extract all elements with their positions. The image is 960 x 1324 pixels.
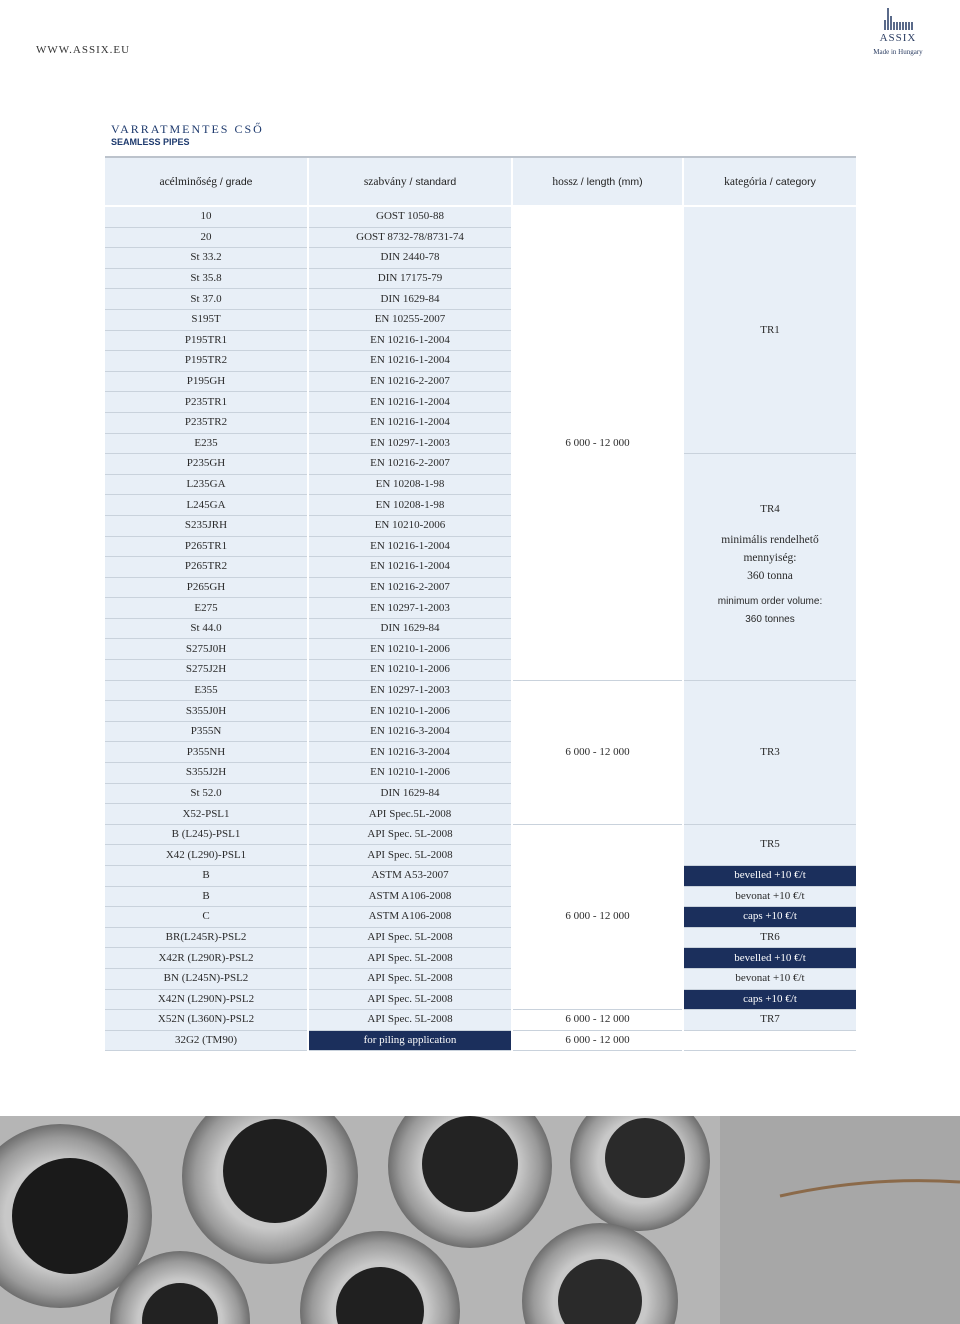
- standard-cell: EN 10216-1-2004: [308, 351, 512, 372]
- grade-cell: S235JRH: [105, 515, 308, 536]
- category-cell-tr1: TR1: [683, 207, 856, 454]
- standard-cell: ASTM A106-2008: [308, 886, 512, 907]
- surcharge-cell: bevelled +10 €/t: [683, 948, 856, 969]
- standard-cell: DIN 17175-79: [308, 268, 512, 289]
- grade-cell: St 44.0: [105, 618, 308, 639]
- standard-cell: EN 10216-1-2004: [308, 557, 512, 578]
- standard-cell: EN 10208-1-98: [308, 495, 512, 516]
- standard-cell: EN 10216-1-2004: [308, 412, 512, 433]
- standard-cell: ASTM A106-2008: [308, 907, 512, 928]
- grade-cell: St 52.0: [105, 783, 308, 804]
- grade-cell: 32G2 (TM90): [105, 1030, 308, 1051]
- grade-cell: St 37.0: [105, 289, 308, 310]
- grade-cell: P195TR2: [105, 351, 308, 372]
- page-subtitle: SEAMLESS PIPES: [111, 137, 190, 147]
- grade-cell: L245GA: [105, 495, 308, 516]
- table-row: [105, 454, 856, 475]
- min-order-hu-line: minimális rendelhető: [721, 534, 819, 547]
- standard-cell: for piling application: [308, 1030, 512, 1051]
- standard-cell: EN 10210-1-2006: [308, 701, 512, 722]
- pipes-table: [105, 156, 856, 1051]
- standard-cell: API Spec. 5L-2008: [308, 948, 512, 969]
- grade-cell: X52N (L360N)-PSL2: [105, 1010, 308, 1031]
- grade-cell: S195T: [105, 309, 308, 330]
- length-cell: 6 000 - 12 000: [512, 207, 683, 680]
- table-row: [105, 1030, 856, 1051]
- header-category: kategória / category: [683, 157, 856, 205]
- standard-cell: EN 10255-2007: [308, 309, 512, 330]
- standard-cell: API Spec. 5L-2008: [308, 927, 512, 948]
- standard-cell: DIN 2440-78: [308, 248, 512, 269]
- assix-logo: [866, 2, 930, 60]
- standard-cell: GOST 1050-88: [308, 207, 512, 227]
- grade-cell: X42R (L290R)-PSL2: [105, 948, 308, 969]
- length-cell: 6 000 - 12 000: [512, 824, 683, 1009]
- surcharge-cell: caps +10 €/t: [683, 907, 856, 928]
- table-row: [105, 866, 856, 887]
- grade-cell: BN (L245N)-PSL2: [105, 968, 308, 989]
- standard-cell: GOST 8732-78/8731-74: [308, 227, 512, 248]
- standard-cell: EN 10210-1-2006: [308, 660, 512, 681]
- grade-cell: X52-PSL1: [105, 804, 308, 825]
- grade-cell: B: [105, 866, 308, 887]
- grade-cell: S355J2H: [105, 763, 308, 784]
- table-row: [105, 907, 856, 928]
- category-cell-tr4: [683, 454, 856, 681]
- table-row: [105, 680, 856, 701]
- tr4-label: TR4: [760, 503, 780, 516]
- table-row: [105, 1010, 856, 1031]
- standard-cell: EN 10216-3-2004: [308, 721, 512, 742]
- surcharge-cell: bevelled +10 €/t: [683, 866, 856, 887]
- standard-cell: API Spec.5L-2008: [308, 804, 512, 825]
- standard-cell: EN 10216-2-2007: [308, 371, 512, 392]
- grade-cell: St 35.8: [105, 268, 308, 289]
- page-title: VARRATMENTES CSŐ: [111, 122, 264, 136]
- grade-cell: L235GA: [105, 474, 308, 495]
- grade-cell: S275J2H: [105, 660, 308, 681]
- standard-cell: ASTM A53-2007: [308, 866, 512, 887]
- grade-cell: P235TR2: [105, 412, 308, 433]
- logo-brand: ASSIX: [879, 32, 917, 44]
- standard-cell: EN 10216-2-2007: [308, 454, 512, 475]
- min-order-en-line: minimum order volume:: [717, 596, 823, 608]
- grade-cell: S355J0H: [105, 701, 308, 722]
- standard-cell: DIN 1629-84: [308, 783, 512, 804]
- standard-cell: DIN 1629-84: [308, 618, 512, 639]
- standard-cell: EN 10210-1-2006: [308, 763, 512, 784]
- grade-cell: E235: [105, 433, 308, 454]
- standard-cell: EN 10216-1-2004: [308, 392, 512, 413]
- grade-cell: 20: [105, 227, 308, 248]
- grade-cell: X42N (L290N)-PSL2: [105, 989, 308, 1010]
- category-cell-empty: [683, 1030, 856, 1051]
- grade-cell: P355NH: [105, 742, 308, 763]
- standard-cell: API Spec. 5L-2008: [308, 989, 512, 1010]
- standard-cell: API Spec. 5L-2008: [308, 1010, 512, 1031]
- made-in-label: Made in Hungary: [873, 48, 923, 56]
- standard-cell: EN 10210-2006: [308, 515, 512, 536]
- min-order-hu-line: 360 tonna: [747, 570, 793, 583]
- header-grade: acélminőség / grade: [105, 157, 308, 205]
- standard-cell: DIN 1629-84: [308, 289, 512, 310]
- standard-cell: EN 10216-1-2004: [308, 330, 512, 351]
- standard-cell: API Spec. 5L-2008: [308, 824, 512, 845]
- grade-cell: P265TR1: [105, 536, 308, 557]
- standard-cell: EN 10297-1-2003: [308, 680, 512, 701]
- surcharge-cell: bevonat +10 €/t: [683, 886, 856, 907]
- min-order-en-line: 360 tonnes: [745, 614, 795, 626]
- standard-cell: EN 10208-1-98: [308, 474, 512, 495]
- category-cell-tr6: TR6: [683, 927, 856, 948]
- grade-cell: P235TR1: [105, 392, 308, 413]
- category-cell-tr3: TR3: [683, 680, 856, 824]
- header-standard: szabvány / standard: [308, 157, 512, 205]
- pipes-photo: [0, 1116, 960, 1324]
- table-row: [105, 886, 856, 907]
- surcharge-cell: caps +10 €/t: [683, 989, 856, 1010]
- grade-cell: P355N: [105, 721, 308, 742]
- header-length: hossz / length (mm): [512, 157, 683, 205]
- table-row: [105, 948, 856, 969]
- standard-cell: EN 10210-1-2006: [308, 639, 512, 660]
- site-url[interactable]: WWW.ASSIX.EU: [36, 44, 131, 56]
- table-row: [105, 207, 856, 227]
- grade-cell: B (L245)-PSL1: [105, 824, 308, 845]
- grade-cell: S275J0H: [105, 639, 308, 660]
- grade-cell: E355: [105, 680, 308, 701]
- standard-cell: API Spec. 5L-2008: [308, 968, 512, 989]
- category-cell-tr5: TR5: [683, 824, 856, 865]
- table-row: [105, 968, 856, 989]
- grade-cell: E275: [105, 598, 308, 619]
- grade-cell: 10: [105, 207, 308, 227]
- surcharge-cell: bevonat +10 €/t: [683, 968, 856, 989]
- grade-cell: P195TR1: [105, 330, 308, 351]
- standard-cell: EN 10297-1-2003: [308, 433, 512, 454]
- min-order-hu-line: mennyiség:: [743, 552, 797, 565]
- grade-cell: P265TR2: [105, 557, 308, 578]
- grade-cell: P235GH: [105, 454, 308, 475]
- grade-cell: P265GH: [105, 577, 308, 598]
- standard-cell: EN 10216-3-2004: [308, 742, 512, 763]
- length-cell: 6 000 - 12 000: [512, 1010, 683, 1031]
- standard-cell: EN 10216-1-2004: [308, 536, 512, 557]
- standard-cell: EN 10297-1-2003: [308, 598, 512, 619]
- table-row: [105, 927, 856, 948]
- standard-cell: EN 10216-2-2007: [308, 577, 512, 598]
- grade-cell: BR(L245R)-PSL2: [105, 927, 308, 948]
- standard-cell: API Spec. 5L-2008: [308, 845, 512, 866]
- grade-cell: C: [105, 907, 308, 928]
- grade-cell: P195GH: [105, 371, 308, 392]
- logo-bars-icon: [866, 4, 930, 30]
- category-cell-tr7: TR7: [683, 1010, 856, 1031]
- length-cell: 6 000 - 12 000: [512, 680, 683, 824]
- table-row: [105, 824, 856, 845]
- pipes-photo-image: [0, 1116, 960, 1324]
- grade-cell: St 33.2: [105, 248, 308, 269]
- length-cell: 6 000 - 12 000: [512, 1030, 683, 1051]
- grade-cell: X42 (L290)-PSL1: [105, 845, 308, 866]
- table-row: [105, 989, 856, 1010]
- grade-cell: B: [105, 886, 308, 907]
